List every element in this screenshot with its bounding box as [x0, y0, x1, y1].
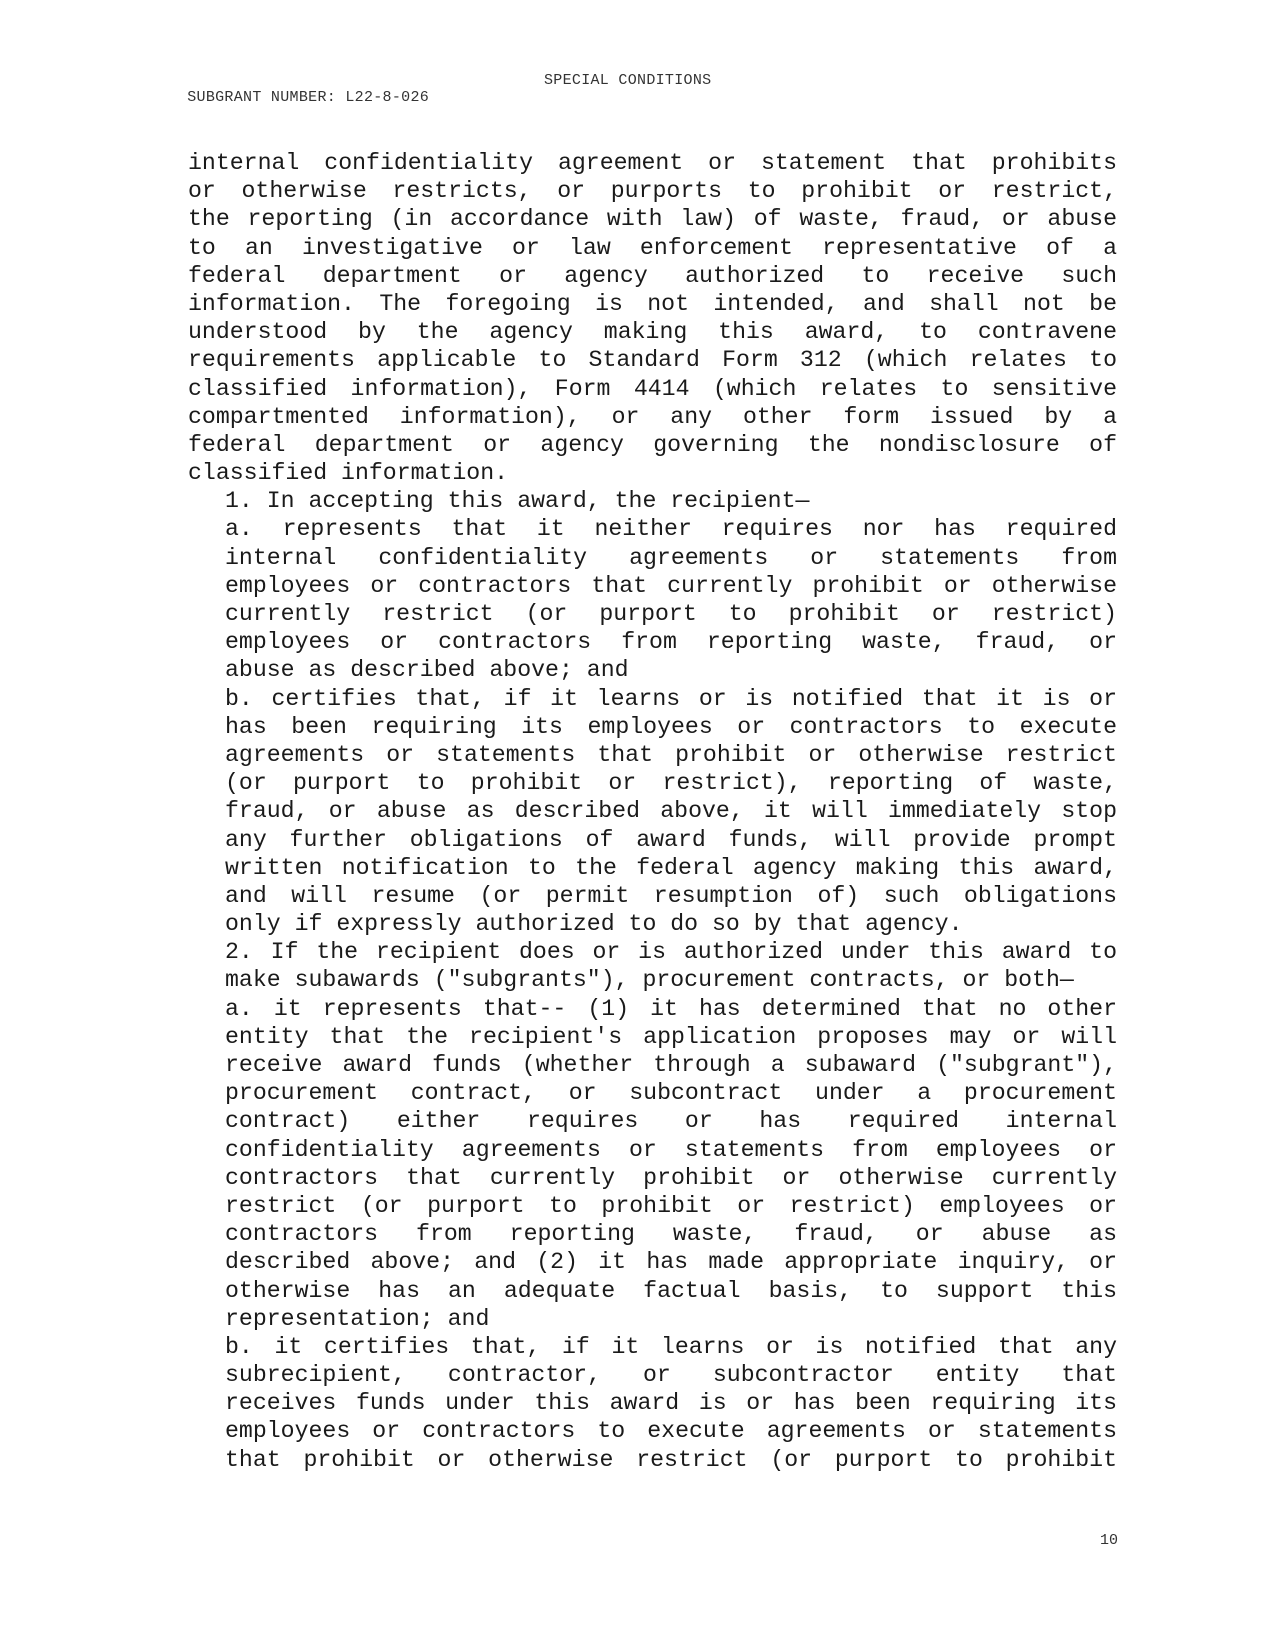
text-line: a. represents that it neither requires nor has required [225, 516, 1117, 543]
text-line: abuse as described above; and [225, 657, 629, 684]
text-line: entity that the recipient's application proposes may or will [225, 1023, 1117, 1050]
text-line: b. it certifies that, if it learns or is notified that any [225, 1333, 1117, 1360]
text-line: procurement contract, or subcontract under a procurement [225, 1080, 1117, 1107]
text-line: and will resume (or permit resumption of) such obligations [225, 882, 1117, 909]
item-1a [225, 515, 1117, 684]
text-line: receives funds under this award is or has been requiring its [225, 1390, 1117, 1417]
text-line: employees or contractors to execute agreements or statements [225, 1418, 1117, 1445]
text-line: restrict (or purport to prohibit or restrict) employees or [225, 1192, 1117, 1219]
item-1 [225, 487, 1117, 938]
text-line: contractors that currently prohibit or otherwise currently [225, 1164, 1117, 1191]
text-line: employees or contractors from reporting waste, fraud, or [225, 629, 1117, 656]
text-line: b. certifies that, if it learns or is notified that it is or [225, 685, 1117, 712]
text-line: currently restrict (or purport to prohibit or restrict) [225, 601, 1117, 627]
item-2-heading: make subawards ("subgrants"), procurement contracts, or both— [225, 967, 1074, 994]
page-header [150, 72, 712, 140]
document-body [188, 149, 1117, 1474]
text-line: understood by the agency making this award, to contravene [188, 319, 1117, 346]
item-2b [225, 1333, 1117, 1474]
text-line: federal department or agency governing the nondisclosure of [188, 431, 1117, 458]
text-line: federal department or agency authorized to receive such [188, 262, 1117, 289]
text-line: agreements or statements that prohibit or otherwise restrict [225, 741, 1117, 768]
page-number: 10 [1100, 1532, 1119, 1549]
text-line: internal confidentiality agreement or statement that prohibits [188, 150, 1117, 176]
item-2-heading: 2. If the recipient does or is authorized under this award to [225, 939, 1117, 966]
text-line: any further obligations of award funds, will provide prompt [225, 826, 1117, 853]
text-line: fraud, or abuse as described above, it will immediately stop [225, 798, 1117, 825]
text-line: otherwise has an adequate factual basis, to support this [225, 1277, 1117, 1304]
text-line: employees or contractors that currently prohibit or otherwise [225, 572, 1117, 599]
text-line: written notification to the federal agency making this award, [225, 854, 1117, 881]
text-line: receive award funds (whether through a subaward ("subgrant"), [225, 1052, 1117, 1078]
text-line: compartmented information), or any other form issued by a [188, 403, 1117, 430]
text-line: (or purport to prohibit or restrict), reporting of waste, [225, 770, 1117, 797]
text-line: internal confidentiality agreements or statements from [225, 544, 1117, 571]
text-line: has been requiring its employees or contractors to execute [225, 713, 1117, 740]
item-1-heading: 1. In accepting this award, the recipient— [225, 488, 810, 515]
text-line: requirements applicable to Standard Form 312 (which relates to [188, 347, 1117, 374]
item-1b [225, 685, 1117, 939]
text-line: that prohibit or otherwise restrict (or purport to prohibit [225, 1446, 1117, 1473]
paragraph-intro [188, 149, 1117, 487]
text-line: representation; and [225, 1305, 490, 1332]
text-line: contract) either requires or has required internal [225, 1108, 1117, 1135]
text-line: the reporting (in accordance with law) of waste, fraud, or abuse [188, 206, 1117, 233]
text-line: a. it represents that-- (1) it has determined that no other [225, 995, 1117, 1022]
text-line: classified information. [188, 460, 509, 487]
text-line: described above; and (2) it has made appropriate inquiry, or [225, 1249, 1117, 1276]
text-line: classified information), Form 4414 (which relates to sensitive [188, 375, 1117, 402]
text-line: subrecipient, contractor, or subcontractor entity that [225, 1362, 1117, 1389]
text-line: only if expressly authorized to do so by that agency. [225, 911, 963, 938]
text-line: contractors from reporting waste, fraud, or abuse as [225, 1221, 1117, 1248]
subgrant-number: SUBGRANT NUMBER: L22-8-026 [187, 89, 430, 106]
text-line: to an investigative or law enforcement representative of a [188, 234, 1117, 261]
item-2a [225, 995, 1117, 1333]
text-line: confidentiality agreements or statements from employees or [225, 1136, 1117, 1163]
item-2 [225, 938, 1117, 1474]
header-title: SPECIAL CONDITIONS [544, 72, 712, 89]
text-line: information. The foregoing is not intended, and shall not be [188, 290, 1117, 317]
text-line: or otherwise restricts, or purports to prohibit or restrict, [188, 178, 1117, 205]
